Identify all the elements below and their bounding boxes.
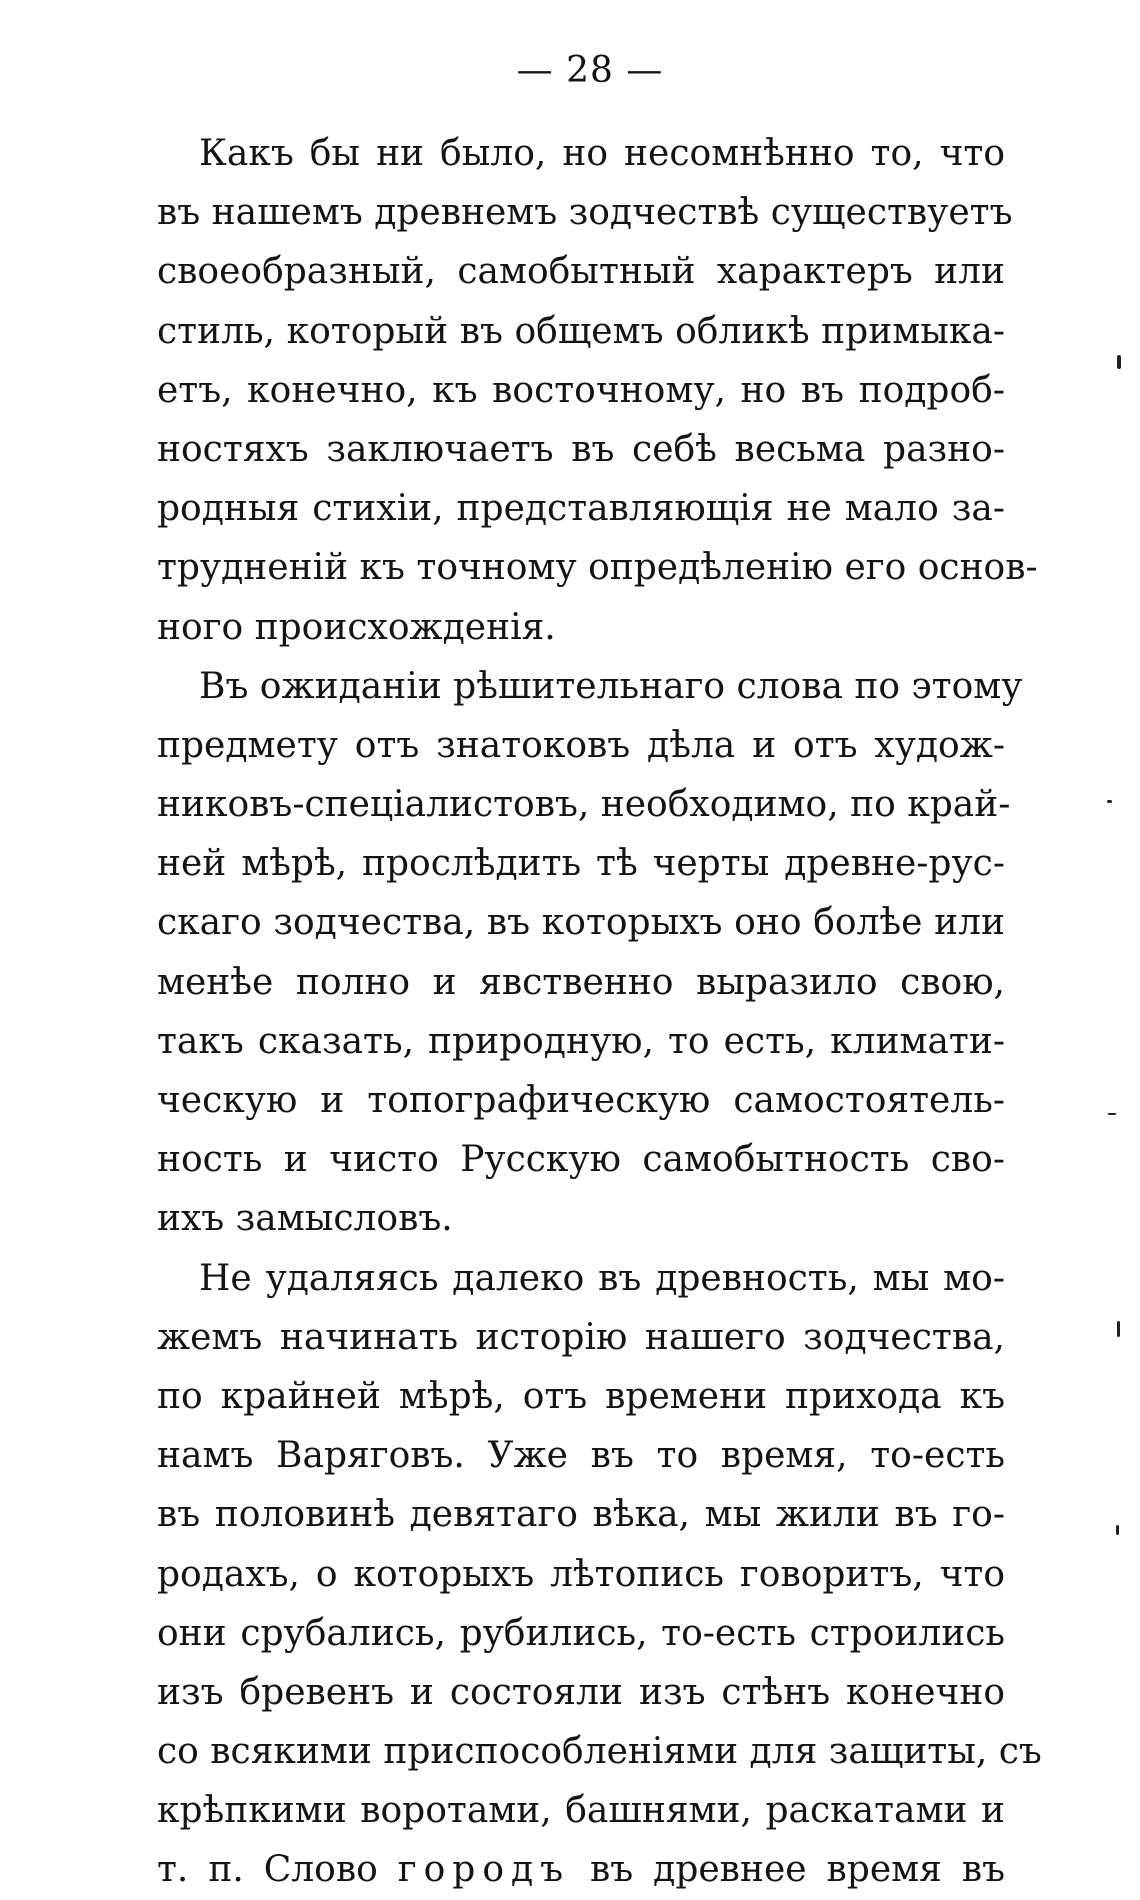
text-line: своеобразный, самобытный характеръ или [157,251,1005,293]
scan-speck [1107,800,1112,803]
text-line: по крайней мѣрѣ, отъ времени прихода къ [157,1375,1005,1417]
text-line: скаго зодчества, въ которыхъ оно болѣе или [157,902,1005,944]
text-line: ностяхъ заключаетъ въ себѣ весьма разно- [157,428,1005,470]
text-line: жемъ начинать исторію нашего зодчества, [157,1316,1005,1358]
text-line: въ нашемъ древнемъ зодчествѣ существуетъ [157,192,1013,234]
text-line: крѣпкими воротами, башнями, раскатами и [157,1790,1005,1832]
text-line: со всякими приспособленіями для защиты, съ [157,1731,1042,1773]
text-line: такъ сказать, природную, то есть, климати- [157,1020,1005,1062]
text-line: ность и чисто Русскую самобытность сво- [157,1139,1005,1181]
text-line: стиль, который въ общемъ обликѣ примыка- [157,310,1005,352]
text-line: етъ, конечно, къ восточному, но въ подроб- [157,369,1005,411]
text-line: изъ бревенъ и состояли изъ стѣнъ конечно [157,1671,1005,1713]
body-text [157,124,1042,1900]
text-line: они срубались, рубились, то-есть строились [157,1612,1005,1654]
scan-speck [1116,1525,1119,1535]
text-line: ного происхожденія. [157,606,556,648]
text-line: ихъ замысловъ. [157,1198,453,1240]
scan-speck [1117,355,1121,369]
text-line: Какъ бы ни было, но несомнѣнно то, что [199,133,1005,174]
text-line: предмету отъ знатоковъ дѣла и отъ худож- [157,724,1005,766]
text-segment: въ древнее время въ [570,1849,1005,1891]
scan-speck [1117,1321,1120,1337]
text-line: ней мѣрѣ, прослѣдить тѣ черты древне-рус- [157,843,1005,885]
text-line: Не удаляясь далеко въ древность, мы мо- [199,1257,1005,1299]
text-line-with-spaced-word [157,1840,1005,1899]
scan-speck [1108,1113,1116,1115]
text-segment: т. п. Слово [157,1849,398,1891]
text-line: менѣе полно и явственно выразило свою, [157,961,1005,1003]
text-line: ческую и топографическую самостоятель- [157,1080,1005,1121]
page-number: — 28 — [516,50,664,91]
text-line: родахъ, о которыхъ лѣтопись говоритъ, что [157,1553,1005,1595]
spaced-word: городъ [397,1849,571,1891]
text-line: родныя стихіи, представляющія не мало за- [157,488,1005,530]
text-line: намъ Варяговъ. Уже въ то время, то-есть [157,1435,1005,1477]
text-line: трудненій къ точному опредѣленію его основ- [157,547,1038,589]
text-line: въ половинѣ девятаго вѣка, мы жили въ го- [157,1494,1005,1536]
text-line: никовъ-спеціалистовъ, необходимо, по край- [157,784,1011,826]
text-line: Въ ожиданіи рѣшительнаго слова по этому [199,665,1023,707]
